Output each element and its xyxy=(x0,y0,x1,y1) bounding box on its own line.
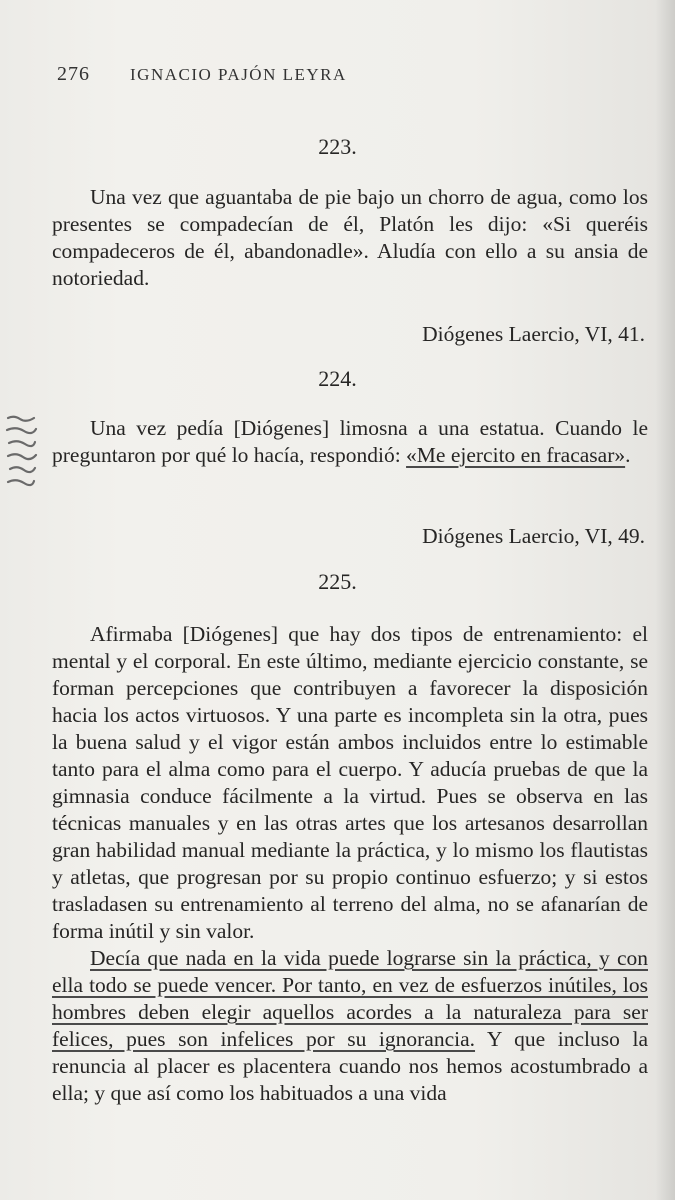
running-head-author: IGNACIO PAJÓN LEYRA xyxy=(130,65,347,84)
paragraph-text: Una vez pedía [Diógenes] limosna a una estatua. Cuando le preguntaron por qué lo hacía, respondió: xyxy=(52,416,648,467)
paragraph xyxy=(52,945,648,1107)
section-number-225: 225. xyxy=(318,569,357,594)
margin-pencil-mark xyxy=(4,412,40,494)
page-number: 276 xyxy=(57,63,90,85)
paragraph-text: Y que incluso la renuncia al placer es placentera cuando nos hemos acostumbrado a ella; y que así como los habituados a una vida xyxy=(52,1027,648,1105)
section-223-text xyxy=(52,184,648,292)
paragraph: Una vez que aguantaba de pie bajo un chorro de agua, como los presentes se compadecían de él, Platón les dijo: «Si queréis compadeceros de él, abandonadle». Aludía con ello a su ansia de notoriedad. xyxy=(52,185,648,290)
paragraph: Afirmaba [Diógenes] que hay dos tipos de entrenamiento: el mental y el corporal. En este último, mediante ejercicio constante, se forman percepciones que contribuyen a favorecer la disposición hacia los actos virtuosos. Y una parte es incompleta sin la otra, pues la buena salud y el vigor están ambos incluidos entre lo estimable tanto para el alma como para el cuerpo. Y aducía pruebas de que la gimnasia conduce fácilmente a la virtud. Pues se observa en las técnicas manuales y en las otras artes que los artesanos desarrollan gran habilidad manual mediante la práctica, y lo mismo los flautistas y atletas, que progresan por su propio continuo esfuerzo; y si estos trasladasen su entrenamiento al terreno del alma, no se afanarían de forma inútil y sin valor. xyxy=(52,622,648,943)
section-number-224: 224. xyxy=(318,366,357,391)
paragraph-text: . xyxy=(625,443,631,467)
section-224-text xyxy=(52,415,648,469)
paragraph xyxy=(52,415,648,469)
section-number-223: 223. xyxy=(318,134,357,159)
page-edge-shadow xyxy=(655,0,675,1200)
section-225-text xyxy=(52,621,648,1107)
underlined-passage: Decía que nada en la vida puede lograrse sin la práctica, y con ella todo se puede vencer. Por tanto, en vez de esfuerzos inútiles, los hombres deben elegir aquellos acordes a la naturaleza para ser felices, pues son infelices por su ignorancia. xyxy=(52,946,648,1051)
running-head xyxy=(57,63,347,86)
underlined-quote: «Me ejercito en fracasar» xyxy=(406,443,626,467)
source-citation-224: Diógenes Laercio, VI, 49. xyxy=(422,524,645,548)
source-citation-223: Diógenes Laercio, VI, 41. xyxy=(422,322,645,346)
